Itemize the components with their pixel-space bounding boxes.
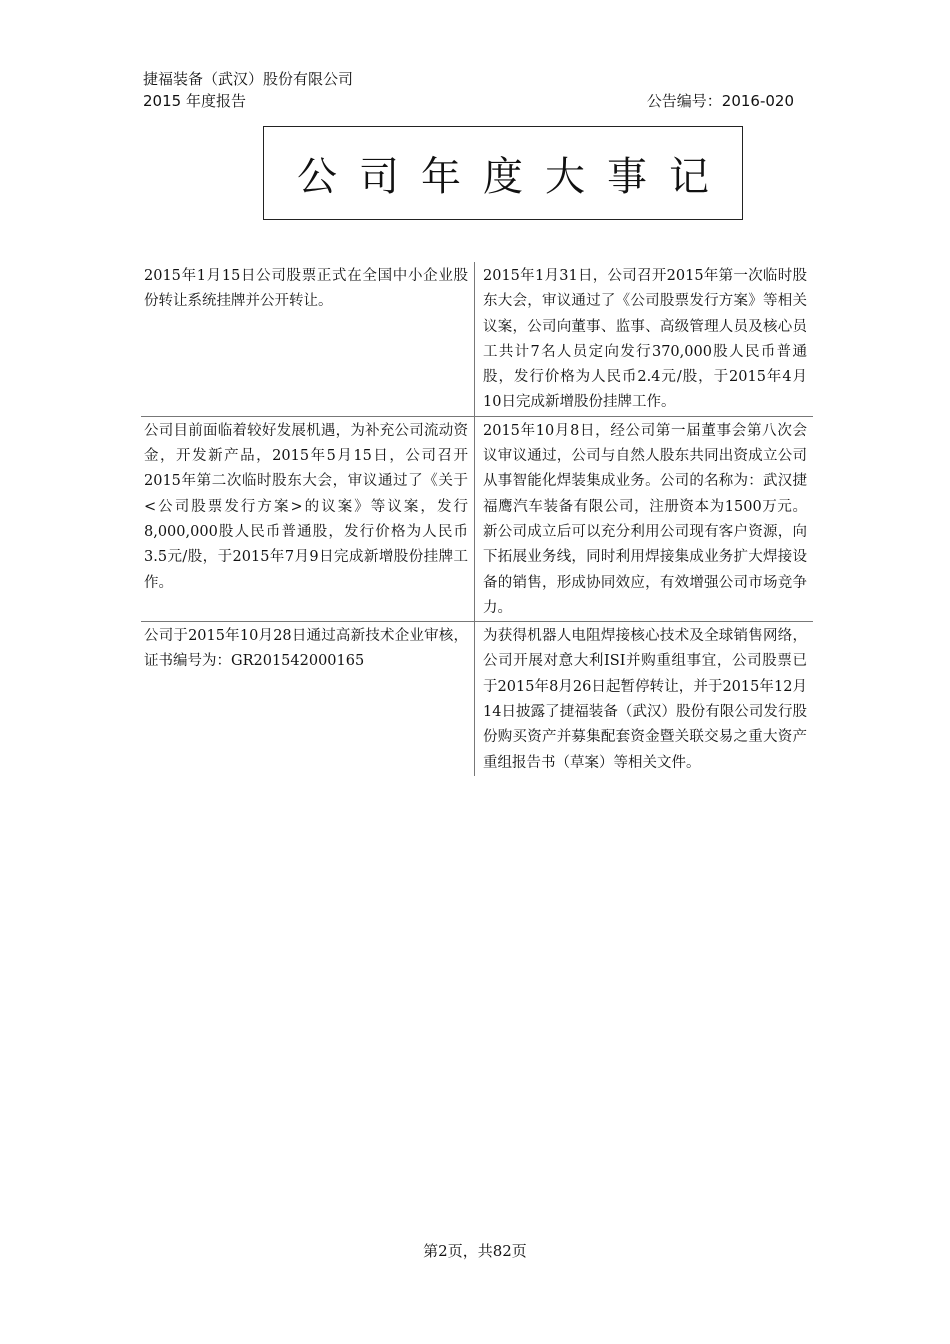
event-cell: 2015年1月31日，公司召开2015年第一次临时股东大会，审议通过了《公司股票发行方案》等相关议案，公司向董事、监事、高级管理人员及核心员工共计7名人员定向发行370,000股人民币普通股，发行价格为人民币2.4元/股，于2015年4月10日完成新增股份挂牌工作。	[483, 268, 807, 411]
company-name: 捷福装备（武汉）股份有限公司	[143, 70, 354, 88]
table-row	[141, 622, 813, 776]
notice-number: 公告编号：2016-020	[646, 92, 794, 110]
table-row	[141, 416, 813, 621]
events-table	[141, 262, 813, 776]
event-cell: 2015年10月8日，经公司第一届董事会第八次会议审议通过，公司与自然人股东共同出资成立公司从事智能化焊装集成业务。公司的名称为：武汉捷福鹰汽车装备有限公司，注册资本为1500万元。新公司成立后可以充分利用公司现有客户资源，向下拓展业务线，同时利用焊接集成业务扩大焊接设备的销售，形成协同效应，有效增强公司市场竞争力。	[475, 416, 814, 621]
event-cell: 为获得机器人电阻焊接核心技术及全球销售网络，公司开展对意大利ISI并购重组事宜，公司股票已于2015年8月26日起暂停转让，并于2015年12月14日披露了捷福装备（武汉）股份有限公司发行股份购买资产并募集配套资金暨关联交易之重大资产重组报告书（草案）等相关文件。	[475, 622, 814, 776]
page-number: 第2页，共82页	[423, 1242, 527, 1260]
table-row	[141, 262, 813, 416]
event-cell: 公司于2015年10月28日通过高新技术企业审核，证书编号为：GR201542000165	[141, 622, 475, 776]
report-title: 2015 年度报告	[143, 92, 246, 110]
page-title: 公司年度大事记	[297, 153, 731, 200]
event-cell: 公司目前面临着较好发展机遇，为补充公司流动资金，开发新产品，2015年5月15日，公司召开2015年第二次临时股东大会，审议通过了《关于<公司股票发行方案>的议案》等议案，发行8,000,000股人民币普通股，发行价格为人民币3.5元/股，于2015年7月9日完成新增股份挂牌工作。	[141, 416, 475, 621]
title-box	[263, 126, 743, 220]
event-cell: 2015年1月15日公司股票正式在全国中小企业股份转让系统挂牌并公开转让。	[141, 262, 475, 416]
